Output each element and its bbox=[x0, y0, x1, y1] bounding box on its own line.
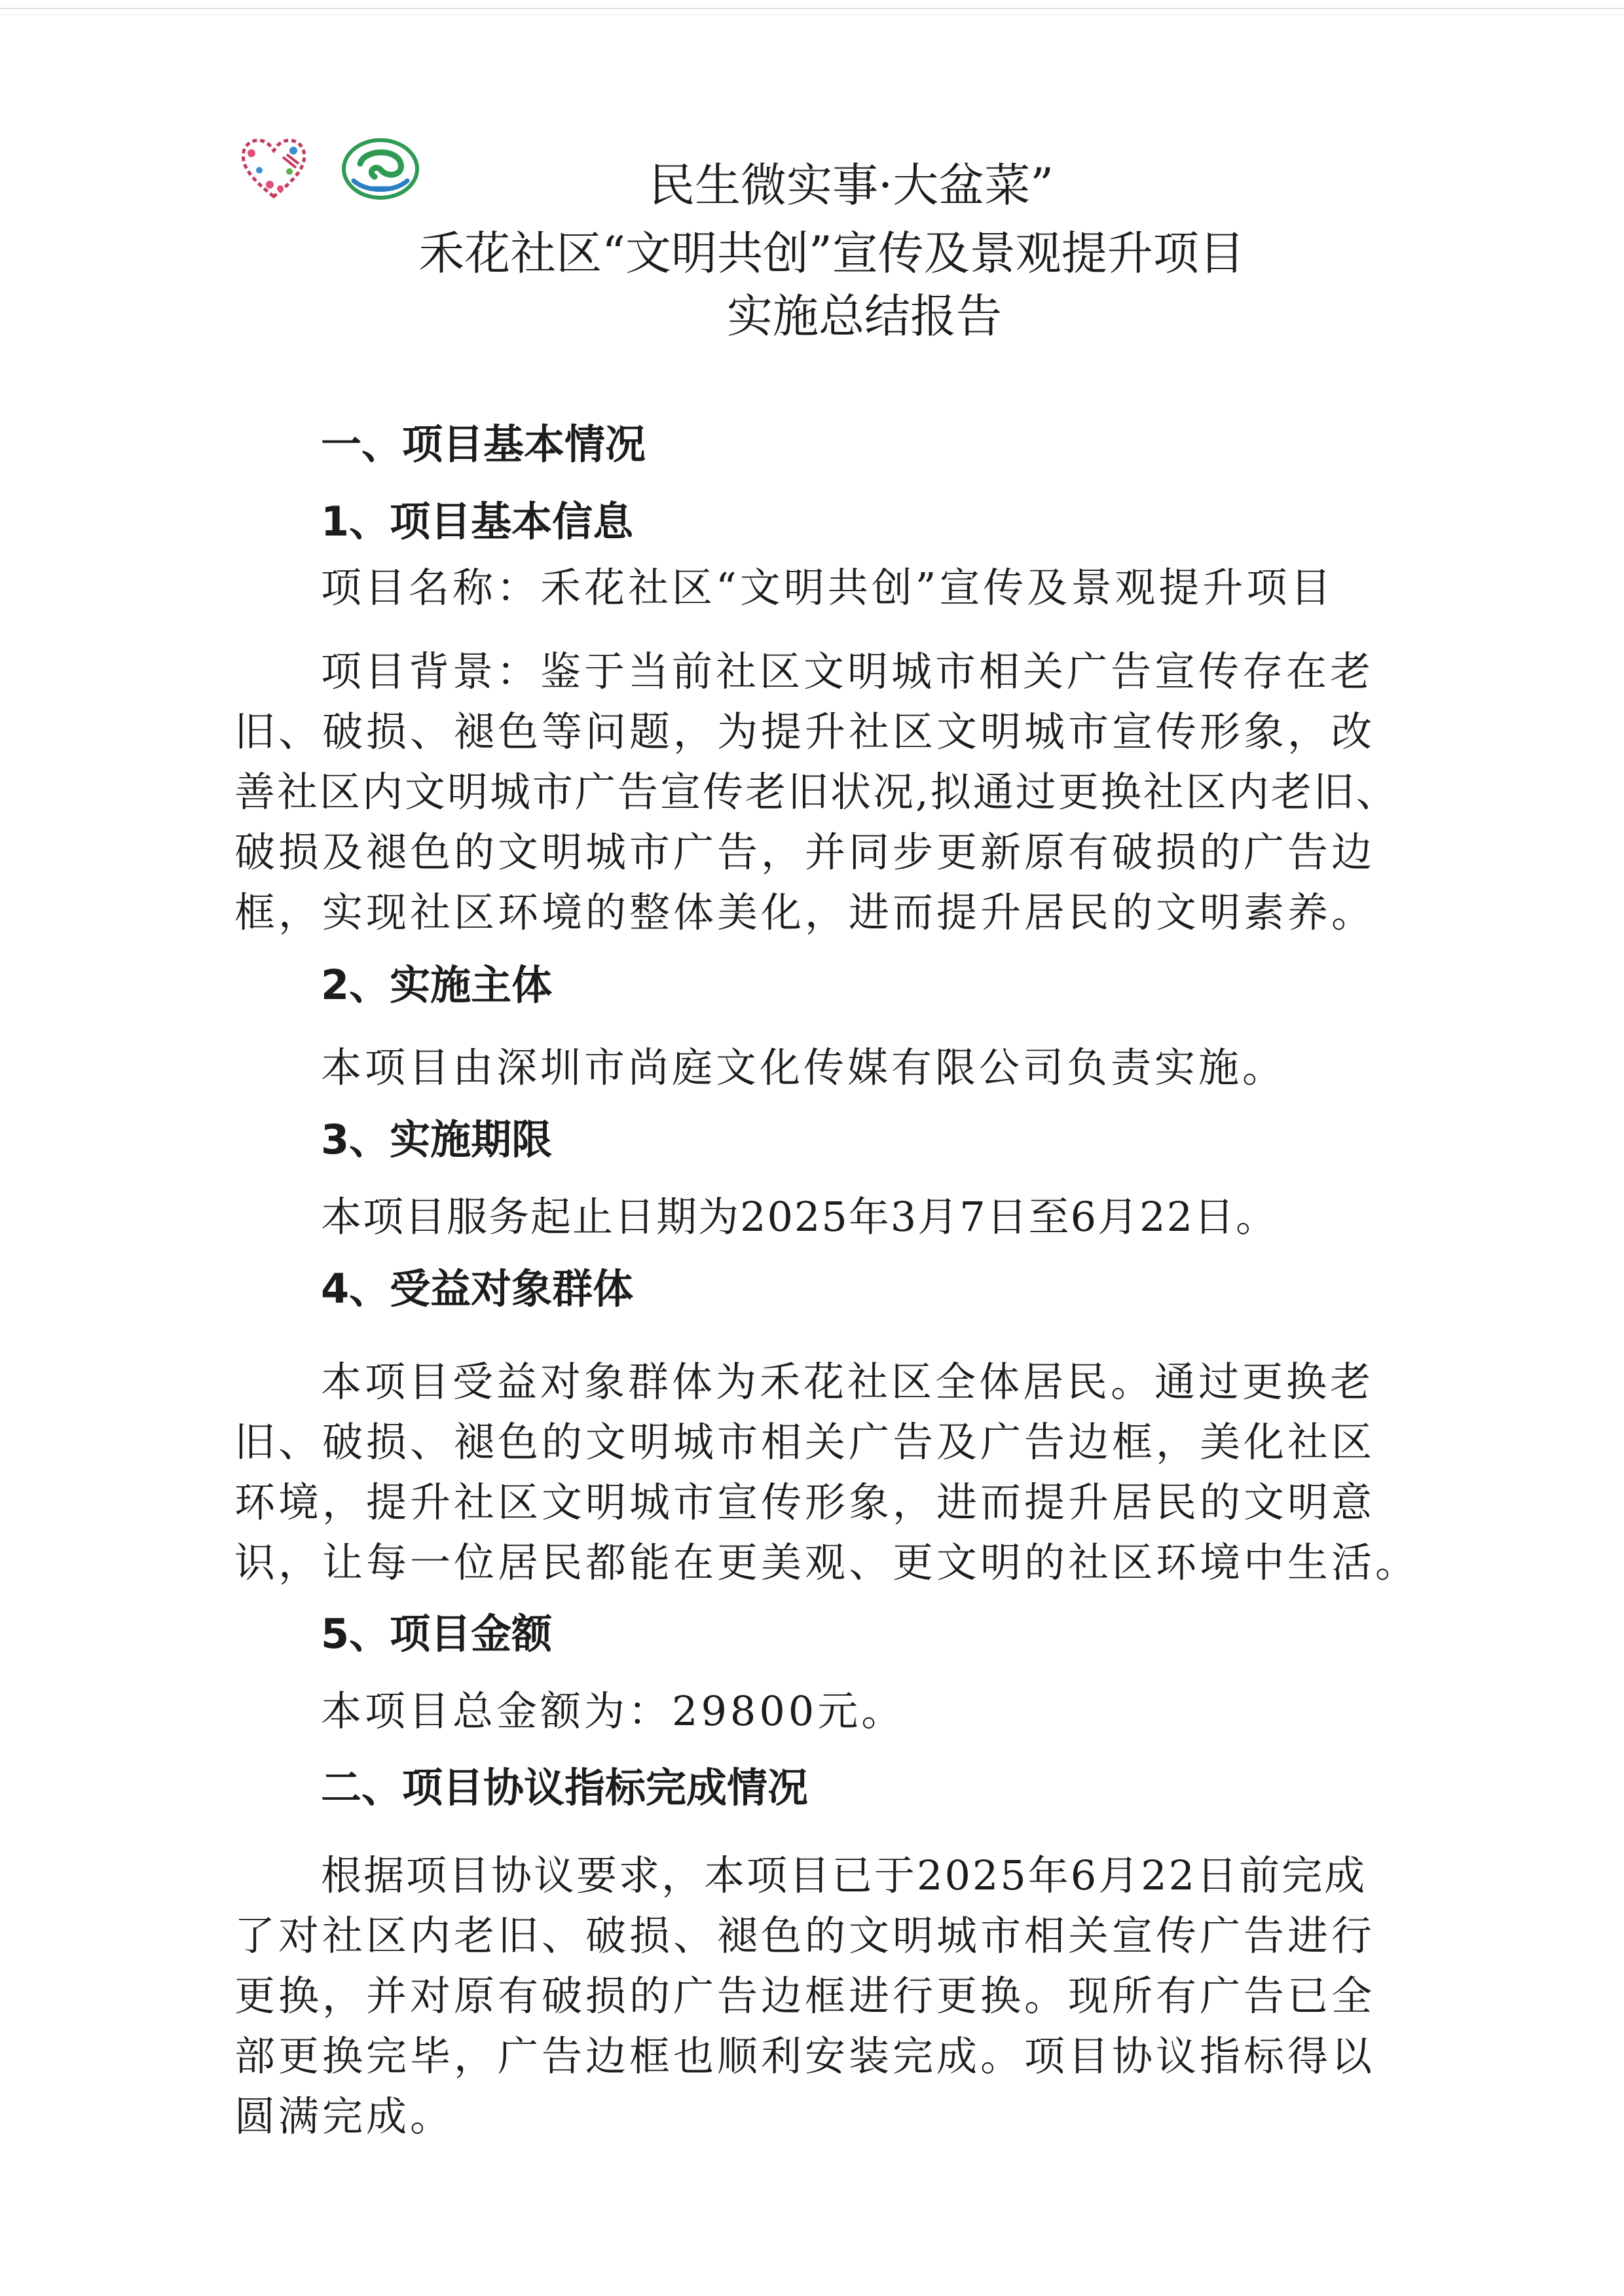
summary-line: 部更换完毕，广告边框也顺利安装完成。项目协议指标得以 bbox=[234, 2032, 1376, 2080]
beneficiary-line: 环境，提升社区文明城市宣传形象，进而提升居民的文明意 bbox=[234, 1478, 1376, 1526]
subheading-period: 3、实施期限 bbox=[321, 1116, 553, 1163]
background-line: 破损及褪色的文明城市广告，并同步更新原有破损的广告边 bbox=[234, 828, 1376, 876]
subheading-basic-info: 1、项目基本信息 bbox=[321, 498, 634, 545]
title-line-2: 禾花社区“文明共创”宣传及景观提升项目 bbox=[418, 227, 1245, 280]
beneficiary-line: 本项目受益对象群体为禾花社区全体居民。通过更换老 bbox=[321, 1358, 1375, 1406]
background-line: 项目背景：鉴于当前社区文明城市相关广告宣传存在老 bbox=[321, 647, 1375, 695]
project-name-text: 项目名称：禾花社区“文明共创”宣传及景观提升项目 bbox=[321, 564, 1335, 611]
background-line: 框，实现社区环境的整体美化，进而提升居民的文明素养。 bbox=[234, 888, 1376, 936]
amount-text: 本项目总金额为：29800元。 bbox=[321, 1687, 906, 1735]
beneficiary-line: 识，让每一位居民都能在更美观、更文明的社区环境中生活。 bbox=[234, 1539, 1420, 1586]
summary-line: 圆满完成。 bbox=[234, 2092, 454, 2140]
subheading-implementer: 2、实施主体 bbox=[321, 961, 553, 1009]
subheading-beneficiary: 4、受益对象群体 bbox=[321, 1265, 634, 1313]
period-text: 本项目服务起止日期为2025年3月7日至6月22日。 bbox=[321, 1193, 1278, 1241]
background-line: 善社区内文明城市广告宣传老旧状况,拟通过更换社区内老旧、 bbox=[234, 768, 1399, 816]
summary-line: 更换，并对原有破损的广告边框进行更换。现所有广告已全 bbox=[234, 1972, 1376, 2020]
summary-line: 了对社区内老旧、破损、褪色的文明城市相关宣传广告进行 bbox=[234, 1912, 1376, 1959]
section-heading-basic: 一、项目基本情况 bbox=[321, 420, 646, 468]
subheading-amount: 5、项目金额 bbox=[321, 1610, 553, 1658]
beneficiary-line: 旧、破损、褪色的文明城市相关广告及广告边框，美化社区 bbox=[234, 1418, 1376, 1466]
title-line-3: 实施总结报告 bbox=[727, 289, 1002, 343]
section-heading-completion: 二、项目协议指标完成情况 bbox=[321, 1764, 809, 1812]
title-line-1: 民生微实事·大盆菜” bbox=[648, 158, 1054, 212]
summary-line: 根据项目协议要求，本项目已于2025年6月22日前完成 bbox=[321, 1851, 1367, 1899]
background-line: 旧、破损、褪色等问题，为提升社区文明城市宣传形象，改 bbox=[234, 708, 1376, 756]
implementer-text: 本项目由深圳市尚庭文化传媒有限公司负责实施。 bbox=[321, 1044, 1287, 1091]
